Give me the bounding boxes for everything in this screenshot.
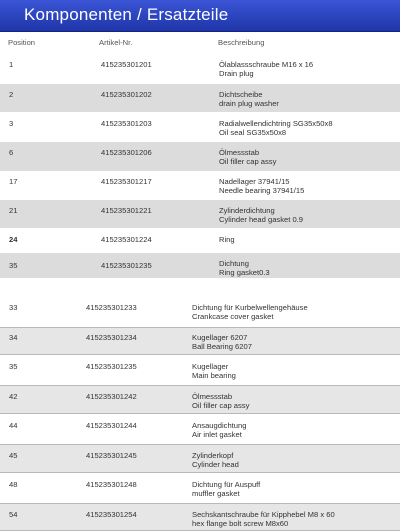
table-row xyxy=(0,294,400,324)
row-artikel: 415235301234 xyxy=(86,333,137,342)
row-desc-de: Dichtung xyxy=(219,259,249,268)
row-position: 21 xyxy=(9,206,18,215)
row-artikel: 415235301203 xyxy=(101,119,152,128)
row-artikel: 415235301201 xyxy=(101,60,152,69)
row-position: 35 xyxy=(9,362,18,371)
row-desc-en: hex flange bolt screw M8x60 xyxy=(192,519,289,528)
table-row xyxy=(0,229,400,253)
row-desc-de: Ölablassschraube M16 x 16 xyxy=(219,60,314,69)
row-artikel: 415235301245 xyxy=(86,451,137,460)
page-header xyxy=(0,0,400,32)
table-row xyxy=(0,113,400,141)
row-position: 3 xyxy=(9,119,14,128)
table-row xyxy=(0,385,400,414)
table-row xyxy=(0,474,400,502)
row-desc-en: Needle bearing 37941/15 xyxy=(219,186,305,195)
row-desc-en: Oil filler cap assy xyxy=(192,401,250,410)
page-title: Komponenten / Ersatzteile xyxy=(24,5,229,24)
row-desc-de: Kugellager 6207 xyxy=(192,333,248,342)
table-row xyxy=(0,444,400,473)
row-desc-de: Kugellager xyxy=(192,362,229,371)
column-header-position: Position xyxy=(8,38,36,47)
column-header-beschreibung: Beschreibung xyxy=(218,38,265,47)
row-position: 54 xyxy=(9,510,18,519)
row-desc-de: Radialwellendichtring SG35x50x8 xyxy=(219,119,333,128)
row-desc-en: Main bearing xyxy=(192,371,236,380)
row-desc-de: Ring xyxy=(219,235,235,244)
row-artikel: 415235301206 xyxy=(101,148,152,157)
row-desc-de: Ölmessstab xyxy=(192,392,233,401)
row-position: 44 xyxy=(9,421,18,430)
column-header-artikel: Artikel-Nr. xyxy=(99,38,133,47)
row-position: 45 xyxy=(9,451,18,460)
row-desc-en: Cylinder head gasket 0.9 xyxy=(219,215,304,224)
row-desc-de: Ölmessstab xyxy=(219,148,260,157)
row-position: 24 xyxy=(9,235,18,244)
table-row xyxy=(0,54,400,83)
row-position: 33 xyxy=(9,303,18,312)
row-artikel: 415235301235 xyxy=(101,261,152,270)
row-artikel: 415235301224 xyxy=(101,235,152,244)
row-desc-de: Sechskantschraube für Kipphebel M8 x 60 xyxy=(192,510,335,519)
row-desc-de: Dichtscheibe xyxy=(219,90,263,99)
table-row xyxy=(0,253,400,279)
table-row xyxy=(0,200,400,228)
row-position: 48 xyxy=(9,480,18,489)
row-position: 6 xyxy=(9,148,14,157)
row-desc-de: Dichtung für Kurbelwellengehäuse xyxy=(192,303,308,312)
row-position: 34 xyxy=(9,333,18,342)
table-row xyxy=(0,142,400,171)
row-desc-en: Ball Bearing 6207 xyxy=(192,342,252,351)
row-desc-en: Oil seal SG35x50x8 xyxy=(219,128,287,137)
section-gap xyxy=(0,278,400,292)
row-desc-de: Dichtung für Auspuff xyxy=(192,480,261,489)
row-position: 42 xyxy=(9,392,18,401)
row-desc-de: Nadellager 37941/15 xyxy=(219,177,290,186)
row-desc-en: Oil filler cap assy xyxy=(219,157,277,166)
table-row xyxy=(0,503,400,531)
table-row xyxy=(0,327,400,355)
row-artikel: 415235301235 xyxy=(86,362,137,371)
row-artikel: 415235301244 xyxy=(86,421,137,430)
row-desc-en: Ring gasket0.3 xyxy=(219,268,270,277)
row-desc-en: Crankcase cover gasket xyxy=(192,312,274,321)
row-position: 35 xyxy=(9,261,18,270)
table-row xyxy=(0,356,400,384)
row-desc-en: Cylinder head xyxy=(192,460,239,469)
row-artikel: 415235301248 xyxy=(86,480,137,489)
row-desc-de: Ansaugdichtung xyxy=(192,421,247,430)
row-artikel: 415235301202 xyxy=(101,90,152,99)
row-desc-en: Air inlet gasket xyxy=(192,430,242,439)
row-artikel: 415235301242 xyxy=(86,392,137,401)
row-artikel: 415235301221 xyxy=(101,206,152,215)
row-position: 1 xyxy=(9,60,14,69)
row-desc-en: drain plug washer xyxy=(219,99,279,108)
row-desc-de: Zylinderdichtung xyxy=(219,206,275,215)
row-desc-de: Zylinderkopf xyxy=(192,451,234,460)
row-position: 2 xyxy=(9,90,14,99)
table-row xyxy=(0,415,400,443)
table-row xyxy=(0,172,400,200)
row-position: 17 xyxy=(9,177,18,186)
row-artikel: 415235301217 xyxy=(101,177,152,186)
table-row xyxy=(0,84,400,112)
row-desc-en: muffler gasket xyxy=(192,489,240,498)
row-artikel: 415235301254 xyxy=(86,510,137,519)
row-desc-en: Drain plug xyxy=(219,69,254,78)
row-artikel: 415235301233 xyxy=(86,303,137,312)
